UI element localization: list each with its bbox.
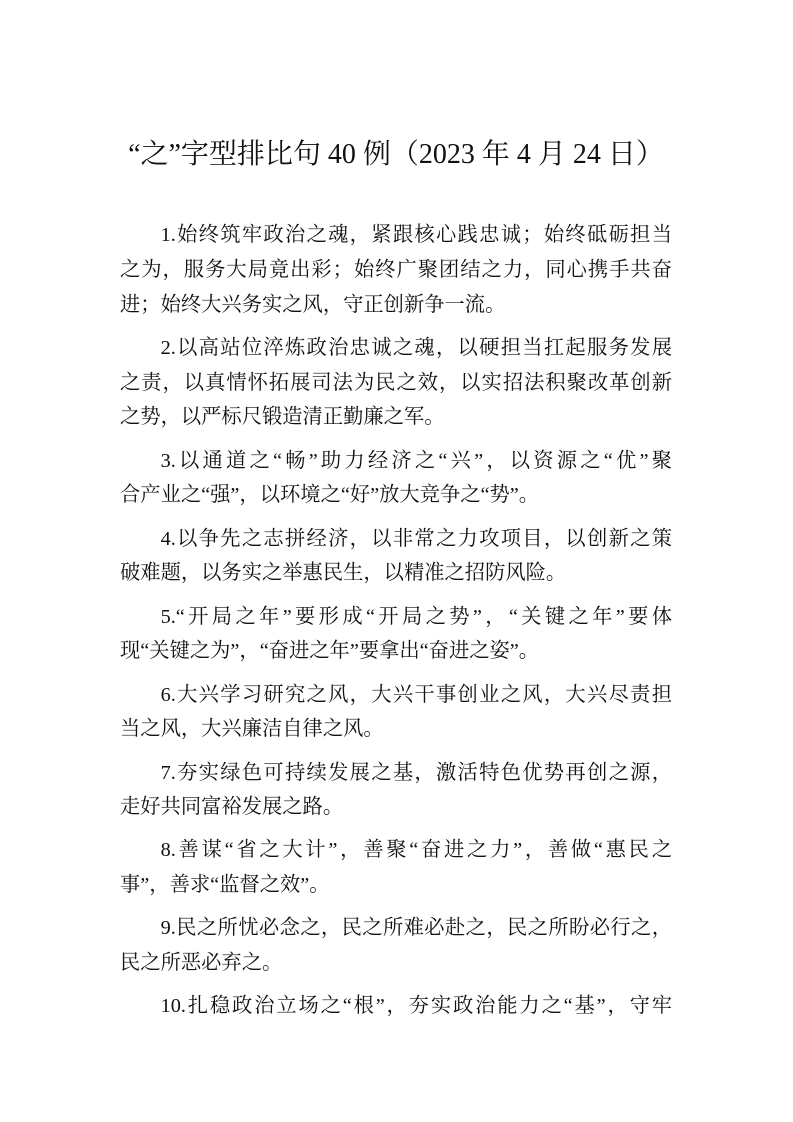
paragraph-line: 6.大兴学习研究之风，大兴干事创业之风，大兴尽责担 bbox=[160, 683, 672, 706]
paragraph-9 bbox=[120, 911, 672, 981]
paragraph-line: 之责，以真情怀拓展司法为民之效，以实招法积聚改革创新 bbox=[120, 371, 672, 394]
paragraph-line: 走好共同富裕发展之路。 bbox=[120, 796, 344, 819]
paragraph-2 bbox=[120, 331, 672, 435]
paragraph-1 bbox=[120, 218, 672, 322]
paragraph-line: 现“关键之为”，“奋进之年”要拿出“奋进之姿”。 bbox=[120, 640, 540, 663]
paragraph-line: 当之风，大兴廉洁自律之风。 bbox=[120, 718, 384, 741]
document-body bbox=[120, 218, 672, 1033]
paragraph-line: 9.民之所忧必念之，民之所难必赴之，民之所盼必行之， bbox=[160, 917, 672, 940]
paragraph-5 bbox=[120, 600, 672, 670]
paragraph-10 bbox=[120, 989, 672, 1024]
document-title: “之”字型排比句 40 例（2023 年 4 月 24 日） bbox=[128, 139, 664, 170]
paragraph-line: 之势，以严标尺锻造清正勤廉之军。 bbox=[120, 406, 445, 429]
paragraph-4 bbox=[120, 522, 672, 592]
paragraph-line: 民之所恶必弃之。 bbox=[120, 952, 283, 975]
paragraph-line: 2.以高站位淬炼政治忠诚之魂，以硬担当扛起服务发展 bbox=[160, 336, 672, 359]
paragraph-line: 5.“开局之年”要形成“开局之势”，“关键之年”要体 bbox=[160, 605, 672, 628]
paragraph-line: 4.以争先之志拼经济，以非常之力攻项目，以创新之策 bbox=[160, 527, 672, 550]
paragraph-8 bbox=[120, 833, 672, 903]
paragraph-line: 破难题，以务实之举惠民生，以精准之招防风险。 bbox=[120, 562, 567, 585]
paragraph-line: 事”，善求“监督之效”。 bbox=[120, 874, 330, 897]
paragraph-3 bbox=[120, 444, 672, 514]
paragraph-6 bbox=[120, 678, 672, 748]
paragraph-line: 1.始终筑牢政治之魂，紧跟核心践忠诚；始终砥砺担当 bbox=[160, 224, 672, 246]
paragraph-line: 之为，服务大局竟出彩；始终广聚团结之力，同心携手共奋 bbox=[120, 258, 672, 281]
paragraph-line: 进；始终大兴务实之风，守正创新争一流。 bbox=[120, 293, 506, 316]
paragraph-line: 3.以通道之“畅”助力经济之“兴”，以资源之“优”聚 bbox=[160, 449, 672, 472]
paragraph-line: 7.夯实绿色可持续发展之基，激活特色优势再创之源， bbox=[160, 761, 672, 784]
paragraph-line: 8.善谋“省之大计”，善聚“奋进之力”，善做“惠民之 bbox=[160, 839, 672, 862]
paragraph-line: 10.扎稳政治立场之“根”，夯实政治能力之“基”，守牢 bbox=[160, 995, 672, 1018]
paragraph-line: 合产业之“强”，以环境之“好”放大竞争之“势”。 bbox=[120, 484, 540, 507]
paragraph-7 bbox=[120, 756, 672, 826]
